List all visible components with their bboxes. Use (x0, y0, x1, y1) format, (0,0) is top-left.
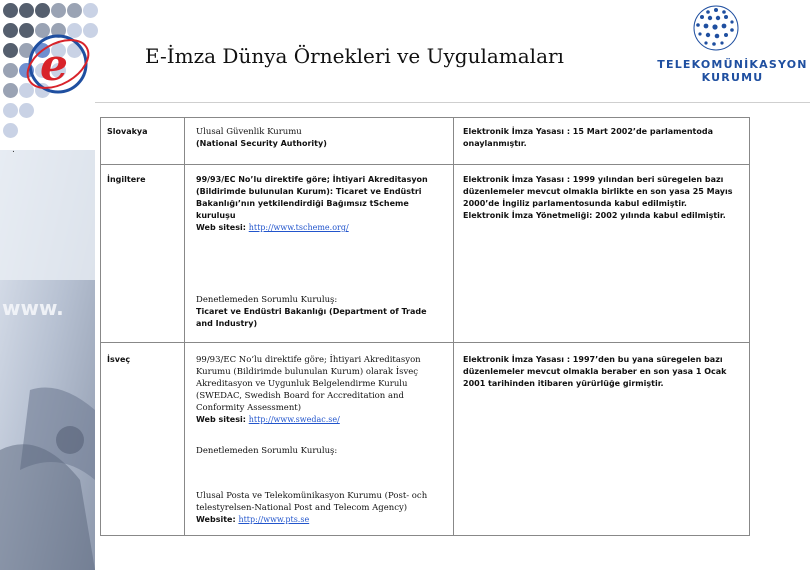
decorative-dot (19, 3, 34, 18)
website-label: Web sitesi: (196, 223, 249, 232)
column-divider (453, 118, 454, 535)
decorative-dot (35, 3, 50, 18)
table-cell-country: İsveç (107, 355, 131, 364)
law-line: Elektronik İmza Yönetmeliği: 2002 yılında kabul edilmiştir. (463, 211, 726, 220)
org-name-line2: KURUMU (701, 71, 764, 84)
authority-line: Ticaret ve Endüstri Bakanlığı (Department of Trade and Industry) (196, 307, 427, 328)
website-label: Web sitesi: (196, 415, 249, 424)
table-cell-authority-bottom (196, 490, 446, 526)
website-line (196, 514, 446, 526)
table-cell-authority-mid (196, 445, 446, 457)
authority-line: 99/93/EC No’lu direktife göre; İhtiyari Akreditasyon Kurumu (Bildirimde bulunulan Kurum) olarak İsveç Akreditasyon ve Uygunluk Belgelendirme Kurulu (SWEDAC, Swedish Board for Accreditation and Conformity Assessment) (196, 355, 421, 413)
table-cell-authority-bottom (196, 294, 446, 330)
tscheme-link[interactable]: http://www.tscheme.org/ (248, 223, 349, 232)
decorative-dot (3, 23, 18, 38)
table-cell-authority-top (196, 354, 446, 426)
header-divider (95, 102, 810, 103)
decorative-dot (19, 103, 34, 118)
law-line: Elektronik İmza Yasası : 1999 yılından beri süregelen bazı düzenlemeler mevcut olmakla birlikte en son yasa 25 Mayıs 2000’de İngiliz parlamentosunda kabul edilmiştir. (463, 175, 733, 208)
authority-line: (National Security Authority) (196, 139, 327, 148)
countries-table (100, 117, 750, 536)
decorative-dot (3, 43, 18, 58)
svg-text:www.: www. (2, 296, 64, 320)
decorative-dot (3, 83, 18, 98)
website-line (196, 414, 446, 426)
column-divider (184, 118, 185, 535)
org-name (655, 58, 810, 84)
authority-line: Ulusal Güvenlik Kurumu (196, 127, 302, 137)
table-cell-country: Slovakya (107, 127, 148, 136)
website-label: Website: (196, 515, 239, 524)
decorative-dot (3, 123, 18, 138)
svg-text:e: e (40, 40, 68, 91)
decorative-side-collage (0, 150, 95, 570)
table-cell-country: İngiltere (107, 175, 146, 184)
law-line: Elektronik İmza Yasası : 1997’den bu yana süregelen bazı düzenlemeler mevcut olmakla beraber en son yasa 1 Ocak 2001 tarihinden itibaren yürürlüğe girmiştir. (463, 355, 727, 388)
table-cell-law (463, 174, 733, 222)
website-line (196, 222, 446, 234)
authority-line: (Bildirimde bulunulan Kurum): Ticaret ve Endüstri Bakanlığı’nın yetkilendirdiği Bağımsız tScheme kuruluşu (196, 187, 422, 220)
org-name-line1: TELEKOMÜNİKASYON (657, 58, 808, 71)
pts-link[interactable]: http://www.pts.se (238, 515, 310, 524)
decorative-dot (67, 3, 82, 18)
table-cell-law (463, 354, 733, 390)
decorative-dot (3, 63, 18, 78)
law-line: Elektronik İmza Yasası : 15 Mart 2002’de parlamentoda onaylanmıştır. (463, 127, 713, 148)
authority-line: Denetlemeden Sorumlu Kuruluş: (196, 295, 338, 305)
decorative-dot (3, 103, 18, 118)
table-cell-authority (196, 126, 446, 150)
decorative-dot (83, 3, 98, 18)
table-cell-authority-top (196, 174, 446, 234)
page-title: E-İmza Dünya Örnekleri ve Uygulamaları (145, 44, 564, 68)
authority-line: Denetlemeden Sorumlu Kuruluş: (196, 446, 338, 456)
authority-line: Ulusal Posta ve Telekomünikasyon Kurumu (Post- och telestyrelsen-National Post and Telecom Agency) (196, 491, 428, 513)
bullet-marker: . (12, 145, 15, 155)
row-divider (101, 342, 749, 343)
swedac-link[interactable]: http://www.swedac.se/ (248, 415, 340, 424)
e-imza-logo-icon (22, 28, 94, 100)
globe-logo-icon (680, 2, 752, 60)
authority-line: 99/93/EC No’lu direktife göre; İhtiyari Akreditasyon (196, 175, 428, 184)
decorative-dot (3, 3, 18, 18)
table-cell-law (463, 126, 733, 150)
row-divider (101, 164, 749, 165)
decorative-dot (51, 3, 66, 18)
